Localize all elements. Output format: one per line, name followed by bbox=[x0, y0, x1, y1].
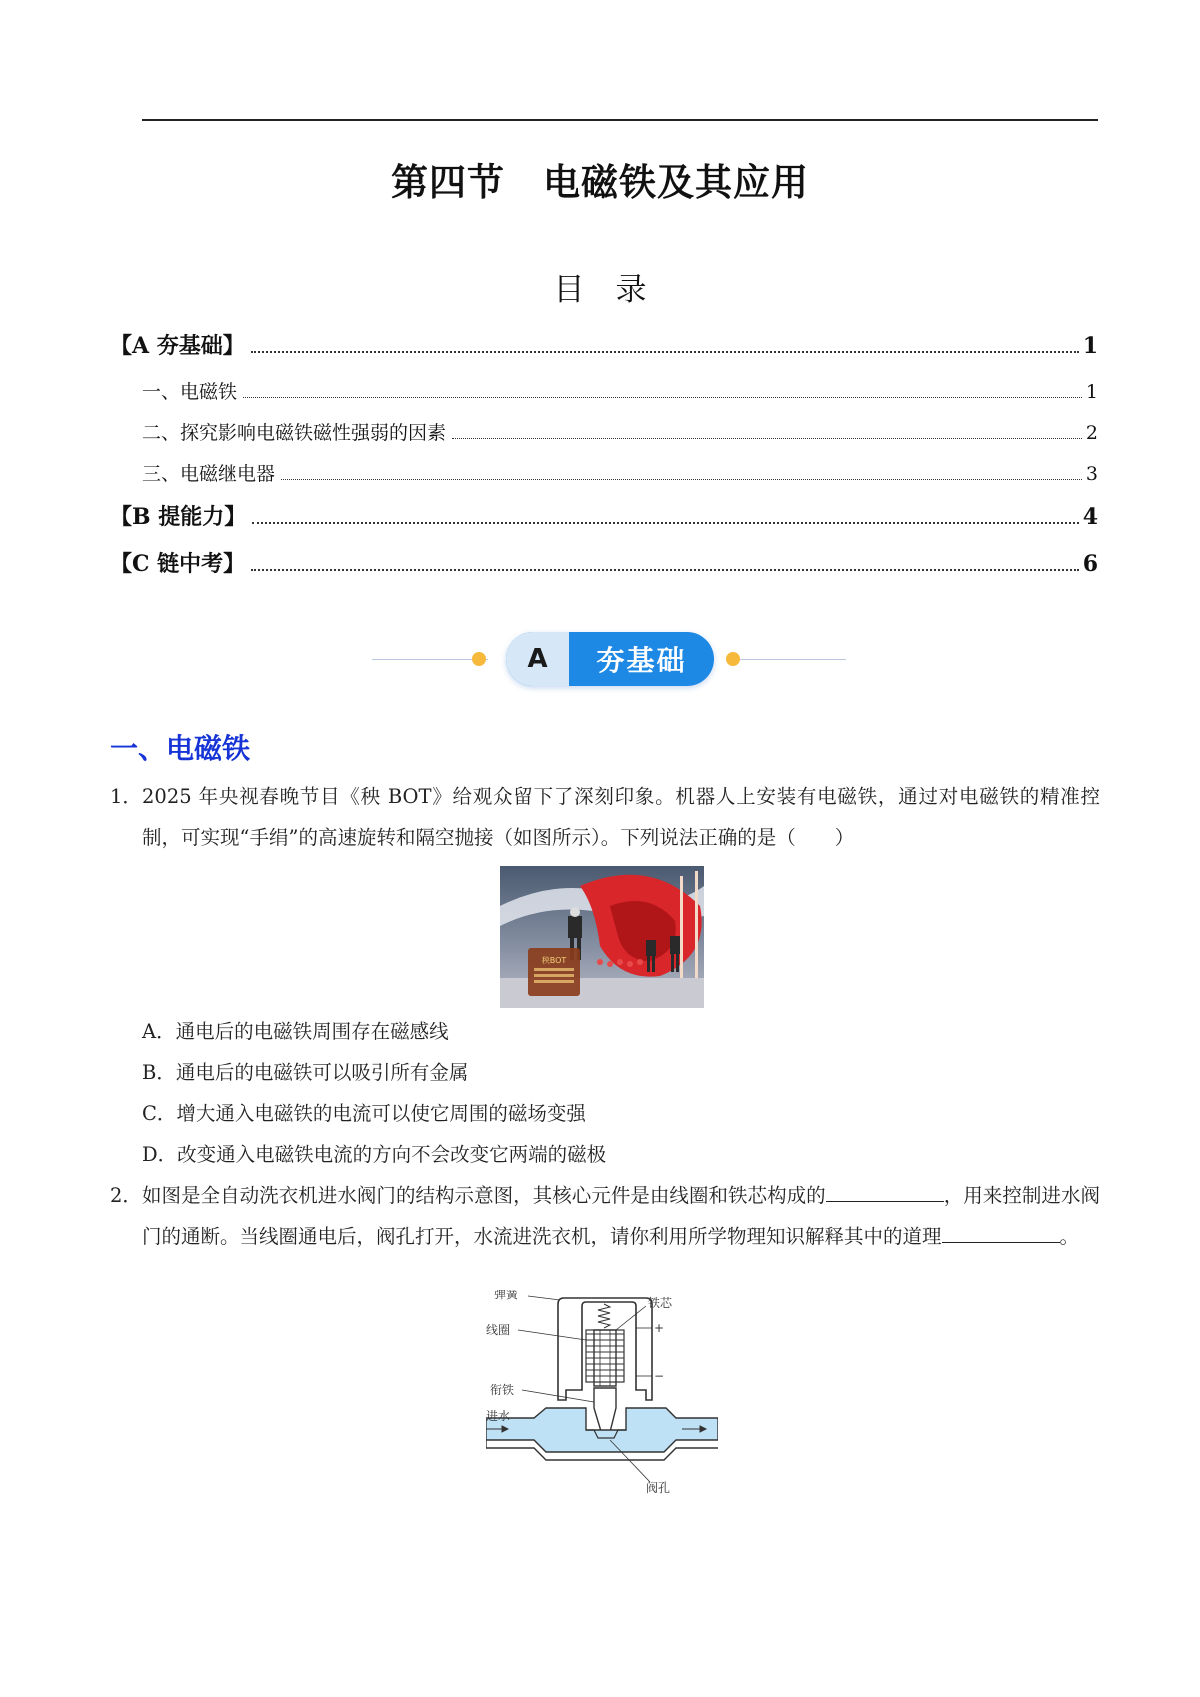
label-coil: 线圈 bbox=[486, 1323, 511, 1337]
toc-leader-dots bbox=[251, 350, 1079, 353]
banner-letter: A bbox=[506, 632, 569, 686]
robot-performance-photo bbox=[500, 866, 704, 1008]
toc-entry-page: 3 bbox=[1085, 463, 1098, 485]
toc-entry-page: 1 bbox=[1082, 333, 1098, 359]
toc-entry-page: 6 bbox=[1082, 551, 1098, 577]
option-b[interactable]: B．通电后的电磁铁可以吸引所有金属 bbox=[142, 1061, 469, 1084]
banner-dot-right bbox=[726, 652, 740, 666]
section-banner-a bbox=[356, 626, 862, 692]
label-armature: 衔铁 bbox=[490, 1383, 515, 1397]
question-text bbox=[142, 1175, 1100, 1257]
toc-leader-dots bbox=[452, 437, 1082, 439]
label-minus: − bbox=[654, 1369, 665, 1383]
toc-entry-b[interactable] bbox=[110, 500, 1098, 531]
toc-entry-page: 2 bbox=[1085, 422, 1098, 444]
toc-entry-2[interactable] bbox=[142, 418, 1098, 445]
banner-text: 夯基础 bbox=[596, 644, 687, 677]
toc-entry-label: 【B 提能力】 bbox=[110, 504, 247, 530]
section-heading: 一、电磁铁 bbox=[110, 732, 251, 765]
toc-entry-c[interactable] bbox=[110, 547, 1098, 578]
header-rule bbox=[142, 119, 1098, 121]
toc-entry-page: 4 bbox=[1082, 504, 1098, 530]
option-c[interactable]: C．增大通入电磁铁的电流可以使它周围的磁场变强 bbox=[142, 1102, 586, 1125]
toc-leader-dots bbox=[252, 521, 1078, 524]
toc-leader-dots bbox=[281, 478, 1082, 480]
toc-entry-label: 三、电磁继电器 bbox=[142, 463, 276, 485]
question-number: 2． bbox=[110, 1184, 142, 1207]
page-title: 第四节 电磁铁及其应用 bbox=[391, 161, 809, 204]
question-number: 1． bbox=[110, 785, 142, 808]
question-text-part2: ，用来控制进水阀门的通断。当线圈通电后，阀孔打开，水流进洗衣机，请你利用所学物理知识解释其中的道理 bbox=[142, 1184, 1100, 1248]
question-2 bbox=[110, 1175, 1100, 1301]
toc-entry-label: 【C 链中考】 bbox=[110, 551, 246, 577]
banner-pill bbox=[506, 632, 714, 686]
toc-heading: 目 录 bbox=[553, 272, 647, 308]
toc-entry-a[interactable] bbox=[110, 329, 1098, 360]
label-valve-hole: 阀孔 bbox=[646, 1481, 671, 1495]
banner-dot-left bbox=[472, 652, 486, 666]
question-text: 2025 年央视春晚节目《秧 BOT》给观众留下了深刻印象。机器人上安装有电磁铁，通过对电磁铁的精准控制，可实现“手绢”的高速旋转和隔空抛接（如图所示）。下列说法正确的是（ ） bbox=[142, 785, 1100, 849]
toc-entry-label: 二、探究影响电磁铁磁性强弱的因素 bbox=[142, 422, 447, 444]
toc-leader-dots bbox=[251, 568, 1079, 571]
label-water-inlet: 进水 bbox=[486, 1409, 511, 1423]
toc-leader-dots bbox=[243, 396, 1082, 398]
label-plus: + bbox=[654, 1321, 665, 1335]
toc-entry-page: 1 bbox=[1085, 381, 1098, 403]
photo-sign-text: 秧BOT bbox=[541, 956, 567, 965]
question-1 bbox=[110, 776, 1100, 860]
toc-entry-label: 【A 夯基础】 bbox=[110, 333, 245, 359]
banner-line-right bbox=[740, 659, 846, 660]
toc-entry-3[interactable] bbox=[142, 459, 1098, 486]
valve-structure-diagram bbox=[486, 1290, 718, 1495]
label-iron-core: 铁芯 bbox=[648, 1296, 673, 1310]
toc-entry-label: 一、电磁铁 bbox=[142, 381, 238, 403]
banner-line-left bbox=[372, 659, 488, 660]
option-d[interactable]: D．改变通入电磁铁电流的方向不会改变它两端的磁极 bbox=[142, 1143, 607, 1166]
answer-blank-2[interactable] bbox=[942, 1220, 1060, 1243]
question-text-end: 。 bbox=[1059, 1225, 1080, 1248]
label-spring: 弹簧 bbox=[494, 1290, 519, 1301]
option-a[interactable]: A．通电后的电磁铁周围存在磁感线 bbox=[142, 1020, 449, 1043]
answer-blank-1[interactable] bbox=[826, 1179, 944, 1202]
question-text-part1: 如图是全自动洗衣机进水阀门的结构示意图，其核心元件是由线圈和铁芯构成的 bbox=[142, 1184, 826, 1207]
question-1-options bbox=[142, 1011, 606, 1175]
toc-entry-1[interactable] bbox=[142, 377, 1098, 404]
